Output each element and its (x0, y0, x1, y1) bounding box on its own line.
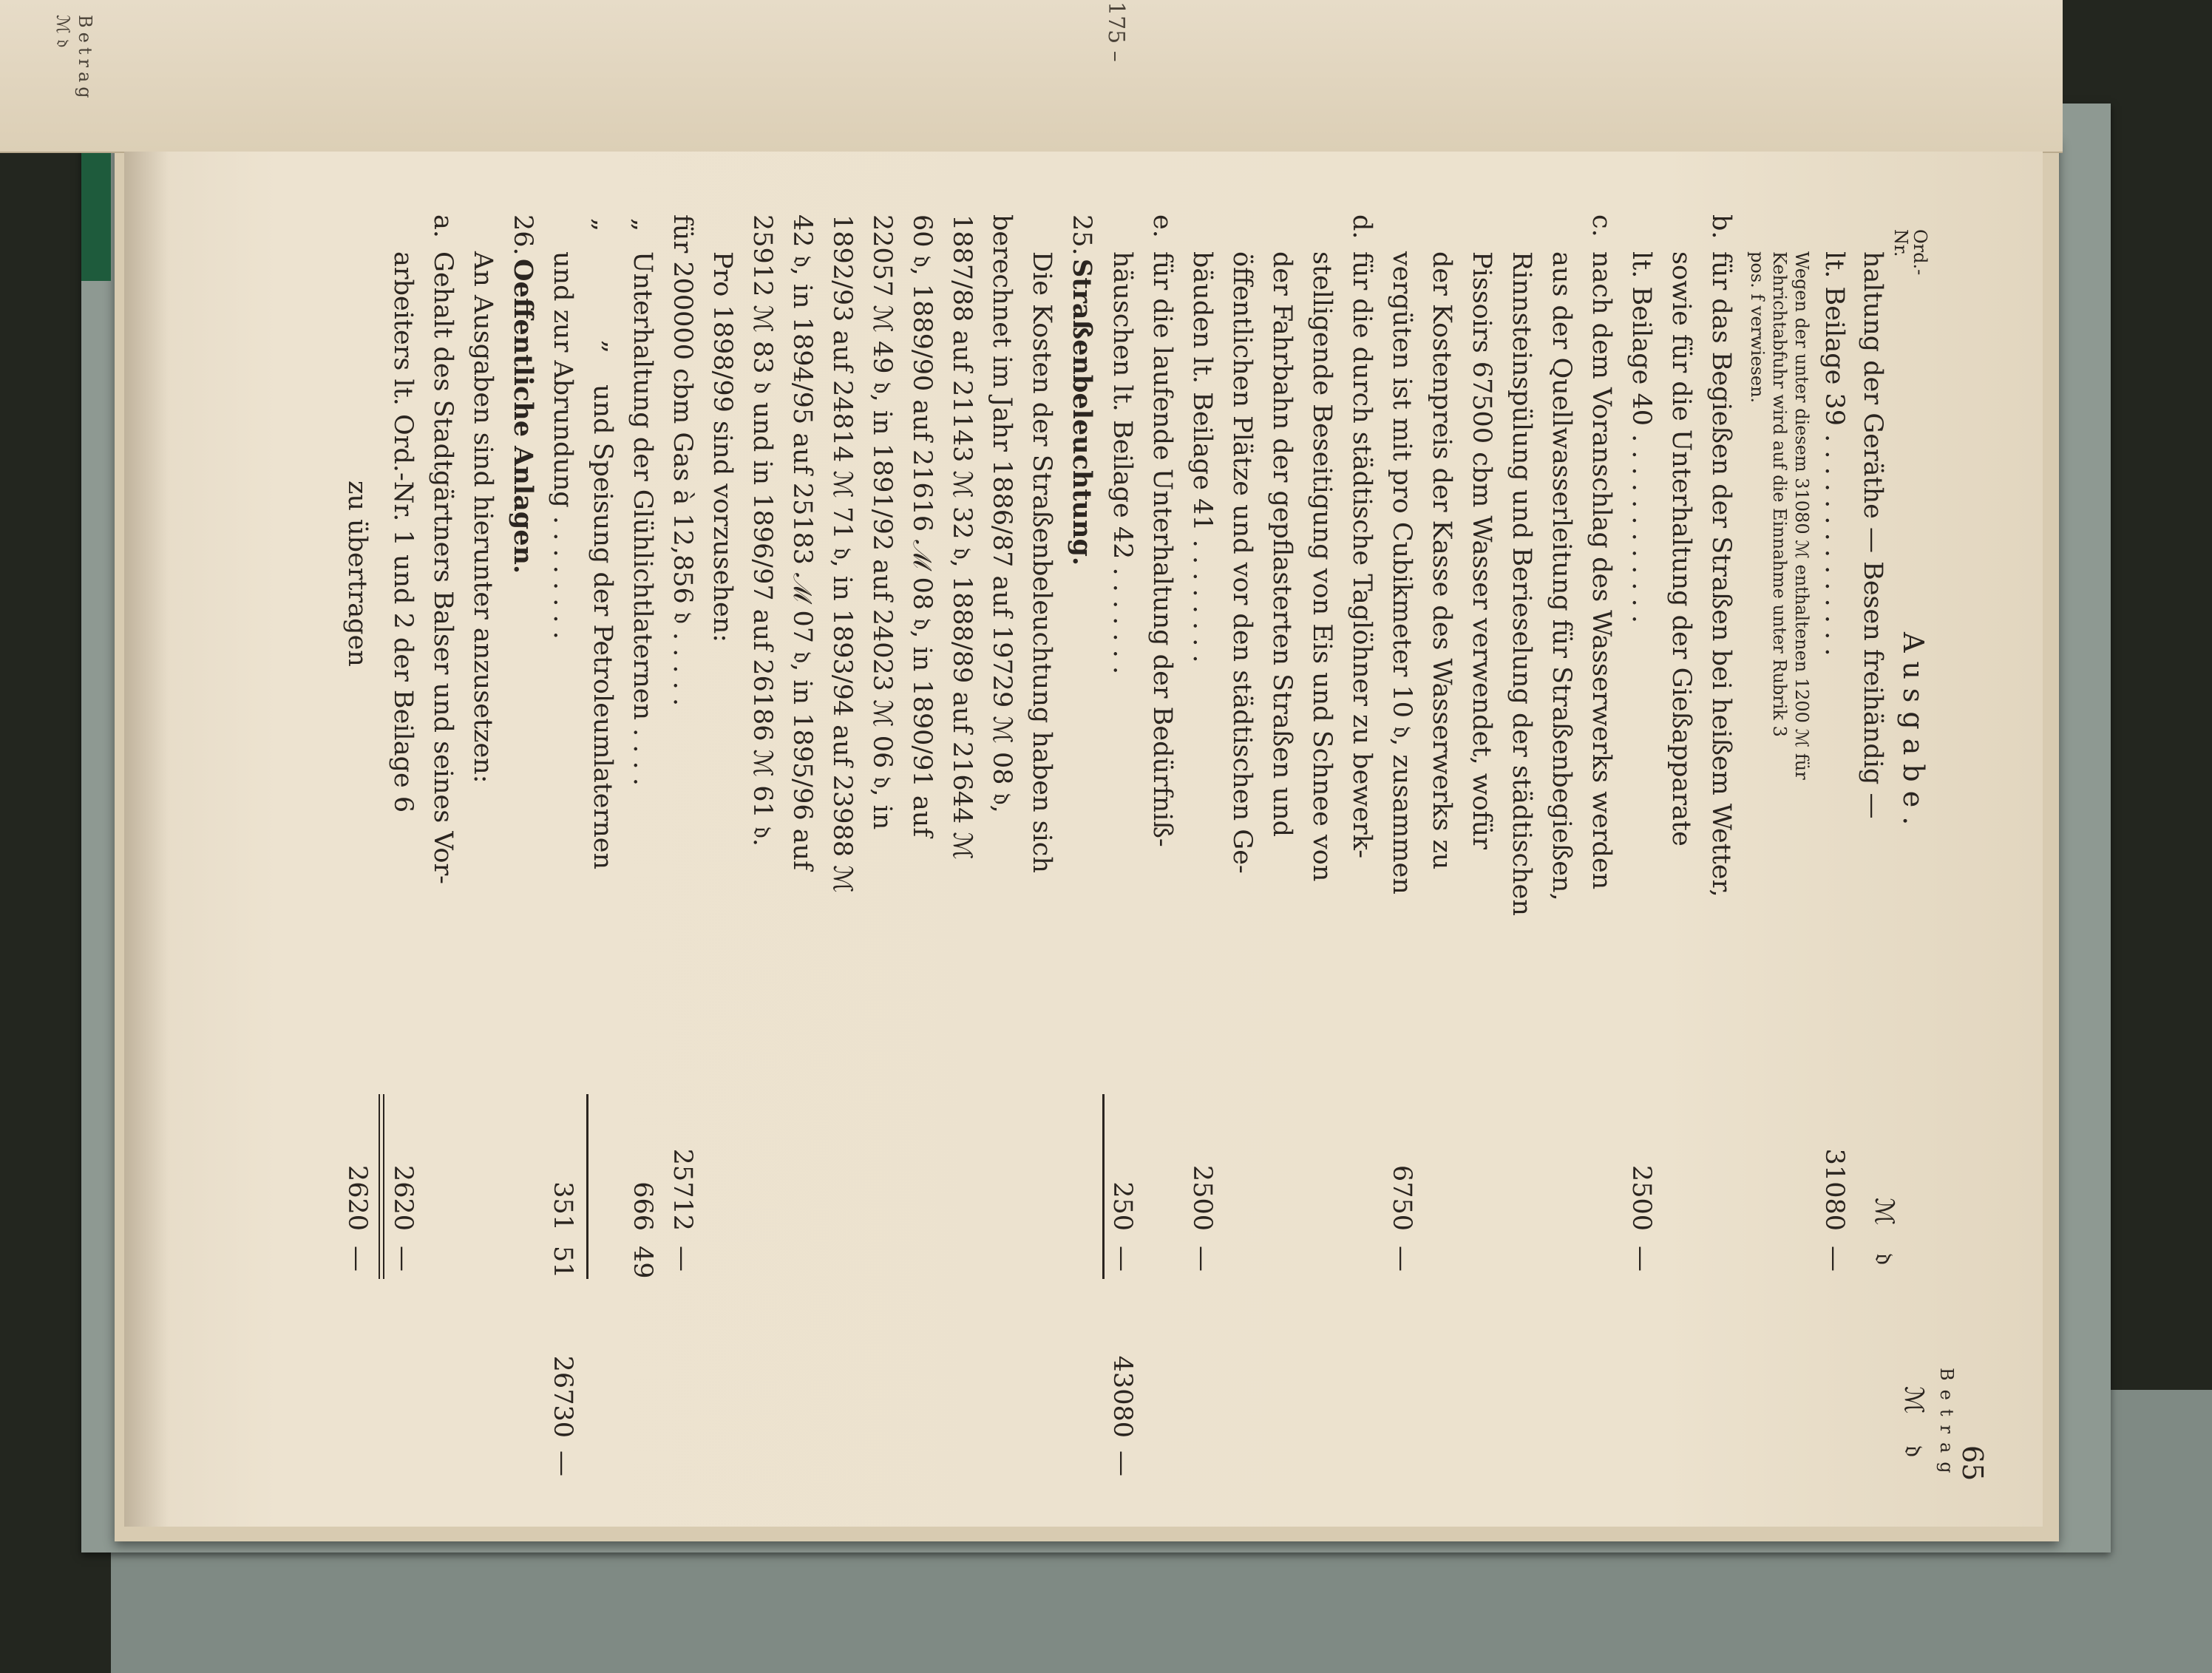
note-line: Wegen der unter diesem 31080 ℳ enthaltenen 1200 ℳ für (1791, 251, 1812, 780)
gutter-shadow (124, 152, 169, 1527)
text-line: bäuden lt. Beilage 41 . . . . . . . . (1187, 251, 1217, 663)
ditto-mark: „ (598, 340, 628, 354)
page-number: 65 (1956, 1445, 1989, 1482)
total-cents: — (548, 1450, 577, 1476)
page-content (311, 214, 1989, 1482)
amount-value: 2500 (1187, 1164, 1217, 1231)
note-line: pos. f verwiesen. (1747, 251, 1768, 404)
section-title: Oeffentliche Anlagen. (508, 259, 538, 574)
text-line: haltung der Geräthe — Besen freihändig — (1858, 251, 1887, 819)
prev-page-number-box (1105, 1, 1135, 120)
amount-cents: 51 (548, 1246, 577, 1279)
amount-value: 351 (548, 1181, 577, 1231)
note-line: Kehrichtabfuhr wird auf die Einnahme unter Rubrik 3 (1769, 251, 1790, 737)
item-marker: e. (1147, 214, 1177, 238)
total-value: 26730 (548, 1355, 577, 1438)
section-number: 25. (1067, 214, 1096, 256)
text-line: der Kostenpreis der Kasse des Wasserwerks zu (1427, 251, 1456, 870)
text-line: Die Kosten der Straßenbeleuchtung haben sich (1027, 251, 1056, 873)
item-marker: c. (1587, 214, 1616, 237)
amount-value: 25712 (668, 1148, 697, 1231)
item-marker: b. (1706, 214, 1736, 240)
text-line: 22057 ℳ 49 𝔡, in 1891/92 auf 24023 ℳ 06 𝔡, in (867, 214, 897, 830)
text-line: Pro 1898/99 sind vorzusehen: (708, 251, 737, 643)
text-line: 1887/88 auf 21143 ℳ 32 𝔡, 1888/89 auf 21644 ℳ (947, 214, 977, 860)
ditto-mark: „ (588, 218, 617, 232)
section-heading: Ausgabe. (1897, 632, 1930, 835)
text-line: 1892/93 auf 24814 ℳ 71 𝔡, in 1893/94 auf 23988 ℳ (827, 214, 857, 893)
text-line: berechnet im Jahr 1886/87 auf 19729 ℳ 08 𝔡, (987, 214, 1017, 813)
text-line: der Fahrbahn der gepflasterten Straßen und (1267, 251, 1297, 838)
total-value: 43080 (1107, 1355, 1137, 1438)
col1-currency-label: ℳ (1869, 1198, 1899, 1226)
prev-betrag-label: Betrag (75, 15, 95, 103)
amount-value: 31080 (1819, 1148, 1849, 1231)
text-line: häuschen lt. Beilage 42 . . . . . . . (1107, 251, 1137, 675)
amount-cents: — (1626, 1246, 1656, 1272)
prev-page-number: 175 – (1103, 1, 1129, 62)
text-line: öffentlichen Plätze und vor den städtischen Ge- (1227, 251, 1257, 874)
amount-cents: — (388, 1246, 418, 1272)
text-line: Pissoirs 67500 cbm Wasser verwendet, wofür (1467, 251, 1496, 849)
amount-cents: — (1107, 1246, 1137, 1272)
amount-cents: 49 (628, 1246, 657, 1279)
amount-value: 666 (628, 1181, 657, 1231)
text-line: 60 𝔡, 1889/90 auf 21616 ℳ 08 𝔡, in 1890/91 auf (907, 214, 937, 838)
text-line: stelligende Beseitigung von Eis und Schnee von (1307, 251, 1337, 882)
text-line: lt. Beilage 40 . . . . . . . . . . . . (1626, 251, 1656, 623)
text-line: und zur Abrundung . . . . . . . . (548, 251, 577, 639)
total-cents: — (1107, 1450, 1137, 1476)
col1-cents-label: 𝔡 (1869, 1253, 1899, 1265)
amount-cents: — (668, 1246, 697, 1272)
item-marker: d. (1347, 214, 1377, 240)
text-line: An Ausgaben sind hierunter anzusetzen: (468, 251, 498, 784)
text-line: lt. Beilage 39 . . . . . . . . . . . . . . (1819, 251, 1849, 656)
amount-value: 250 (1107, 1181, 1137, 1231)
amount-cents: — (1387, 1246, 1417, 1272)
amount-value: 2620 (388, 1164, 418, 1231)
text-line: und Speisung der Petroleumlaternen (588, 384, 617, 870)
ditto-mark: „ (628, 218, 657, 232)
section-number: 26. (508, 214, 537, 256)
section-title: Straßenbeleuchtung. (1067, 259, 1097, 566)
sum-rule (383, 1094, 384, 1279)
col2-cents-label: 𝔡 (1899, 1445, 1928, 1457)
text-line: für die durch städtische Taglöhner zu bewerk- (1347, 251, 1377, 859)
text-line: Unterhaltung der Glühlichtlaternen . . . . (628, 251, 657, 787)
text-line: Gehalt des Stadtgärtners Balser und seines Vor- (428, 251, 458, 885)
sum-rule (1102, 1094, 1105, 1279)
item-marker: a. (428, 214, 458, 238)
text-line: Rinnsteinspülung und Berieselung der städtischen (1507, 251, 1536, 916)
text-line: für 200000 cbm Gas à 12,856 𝔡 . . . . . (668, 214, 697, 707)
carry-forward-cents: — (342, 1246, 372, 1272)
amount-value: 2500 (1626, 1164, 1656, 1231)
text-line: aus der Quellwasserleitung für Straßenbegießen, (1547, 251, 1576, 901)
previous-page-header (15, 15, 96, 163)
carry-forward-value: 2620 (342, 1164, 372, 1231)
previous-page-edge (0, 0, 2063, 153)
text-line: vergüten ist mit pro Cubikmeter 10 𝔡, zusammen (1387, 251, 1417, 895)
text-line: nach dem Voranschlag des Wasserwerks werden (1587, 251, 1616, 890)
text-line: für das Begießen der Straßen bei heißem Wetter, (1706, 251, 1736, 897)
amount-value: 6750 (1387, 1164, 1417, 1231)
ord-nr-label: Ord.- Nr. (1890, 229, 1930, 276)
betrag-label: Betrag (1936, 1368, 1957, 1482)
prev-currency-label: ℳ 𝔡 (52, 15, 73, 48)
amount-cents: — (1187, 1246, 1217, 1272)
text-line: arbeiters lt. Ord.-Nr. 1 und 2 der Beilage 6 (388, 251, 418, 813)
sum-rule (586, 1094, 588, 1279)
sum-rule (379, 1094, 380, 1279)
amount-cents: — (1819, 1246, 1849, 1272)
carry-forward-label: zu übertragen (342, 481, 372, 667)
text-line: 42 𝔡, in 1894/95 auf 25183 ℳ 07 𝔡, in 1895/96 auf (787, 214, 817, 871)
text-line: sowie für die Unterhaltung der Gießapparate (1666, 251, 1696, 846)
text-line: für die laufende Unterhaltung der Bedürfniß- (1147, 251, 1177, 847)
col2-currency-label: ℳ (1899, 1386, 1928, 1414)
text-line: 25912 ℳ 83 𝔡 und in 1896/97 auf 26186 ℳ 61 𝔡. (747, 214, 777, 846)
